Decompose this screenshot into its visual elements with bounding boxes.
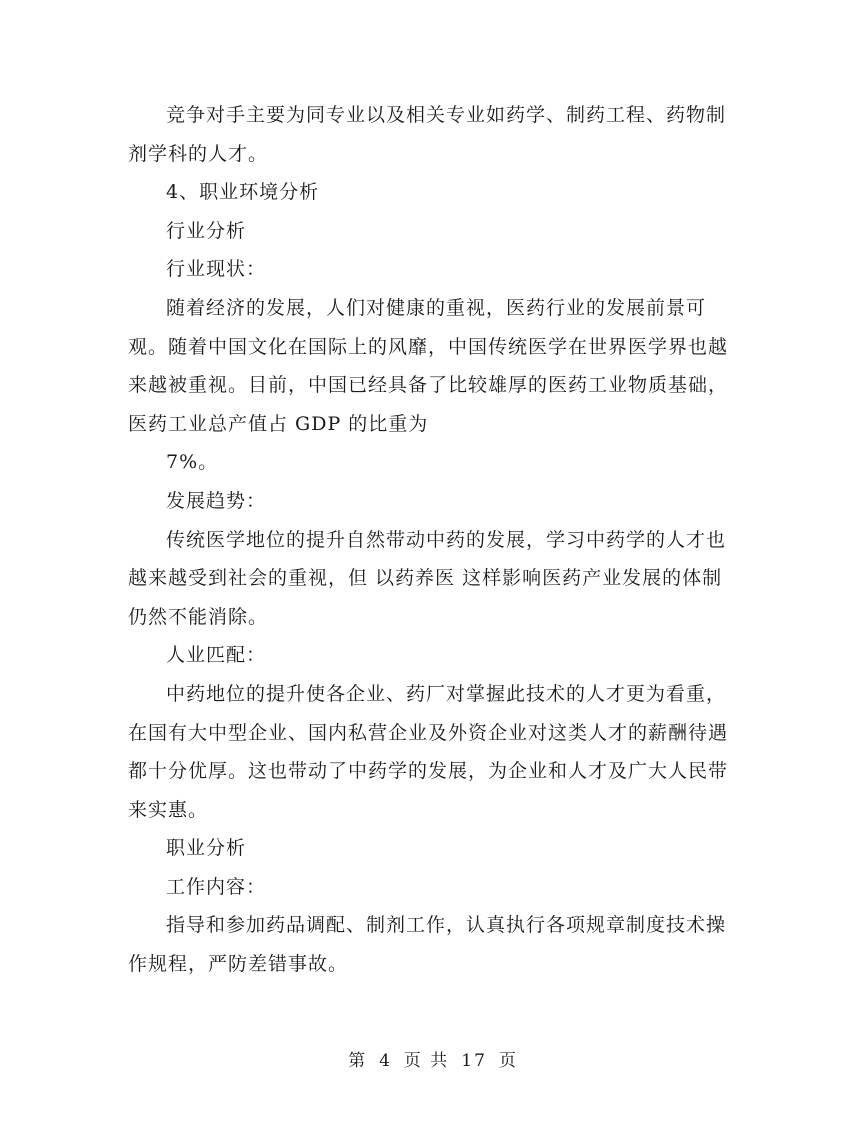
page-total: 17	[461, 1051, 487, 1071]
text-line: 都十分优厚。这也带动了中药学的发展，为企业和人才及广大人民带	[128, 760, 729, 783]
subsection-label	[128, 868, 728, 907]
text-line: 7%。	[166, 451, 219, 474]
section-heading	[128, 173, 728, 212]
paragraph	[128, 443, 728, 482]
text-line: 观。随着中国文化在国际上的风靡，中国传统医学在世界医学界也越	[128, 335, 729, 358]
page-footer	[0, 1046, 866, 1071]
text-line: 人业匹配：	[166, 644, 267, 667]
text-line: 传统医学地位的提升自然带动中药的发展，学习中药学的人才也	[166, 528, 727, 551]
text-line: 仍然不能消除。	[128, 605, 269, 628]
text-line: 行业现状：	[166, 258, 267, 281]
page-number: 4	[379, 1051, 392, 1071]
footer-mid: 页 共	[403, 1051, 450, 1071]
footer-suffix: 页	[498, 1051, 518, 1071]
text-line: 中药地位的提升使各企业、药厂对掌握此技术的人才更为看重，	[166, 682, 727, 705]
text-line: 剂学科的人才。	[128, 142, 269, 165]
paragraph	[128, 96, 728, 173]
text-line: 指导和参加药品调配、制剂工作，认真执行各项规章制度技术操	[166, 914, 727, 937]
text-line: 在国有大中型企业、国内私营企业及外资企业对这类人才的薪酬待遇	[128, 721, 729, 744]
paragraph	[128, 906, 728, 983]
subsection-heading	[128, 829, 728, 868]
subsection-label	[128, 636, 728, 675]
text-line: 竞争对手主要为同专业以及相关专业如药学、制药工程、药物制	[166, 104, 727, 126]
text-line: 随着经济的发展，人们对健康的重视，医药行业的发展前景可	[166, 296, 707, 319]
text-line: 越来越受到社会的重视，但 以药养医 这样影响医药产业发展的体制	[128, 567, 723, 590]
paragraph	[128, 289, 728, 443]
text-line: 工作内容：	[166, 875, 267, 898]
text-line: 医药工业总产值占 GDP 的比重为	[128, 412, 429, 435]
text-line: 行业分析	[166, 219, 247, 242]
text-line: 来越被重视。目前，中国已经具备了比较雄厚的医药工业物质基础，	[128, 374, 729, 397]
document-body	[128, 96, 728, 984]
text-line: 作规程，严防差错事故。	[128, 953, 349, 976]
subsection-label	[128, 250, 728, 289]
text-line: 4、职业环境分析	[166, 181, 320, 204]
text-line: 职业分析	[166, 837, 247, 860]
text-line: 发展趋势：	[166, 489, 267, 512]
footer-prefix: 第	[348, 1051, 368, 1071]
paragraph	[128, 521, 728, 637]
subsection-heading	[128, 212, 728, 251]
subsection-label	[128, 482, 728, 521]
paragraph	[128, 675, 728, 829]
text-line: 来实惠。	[128, 798, 209, 821]
